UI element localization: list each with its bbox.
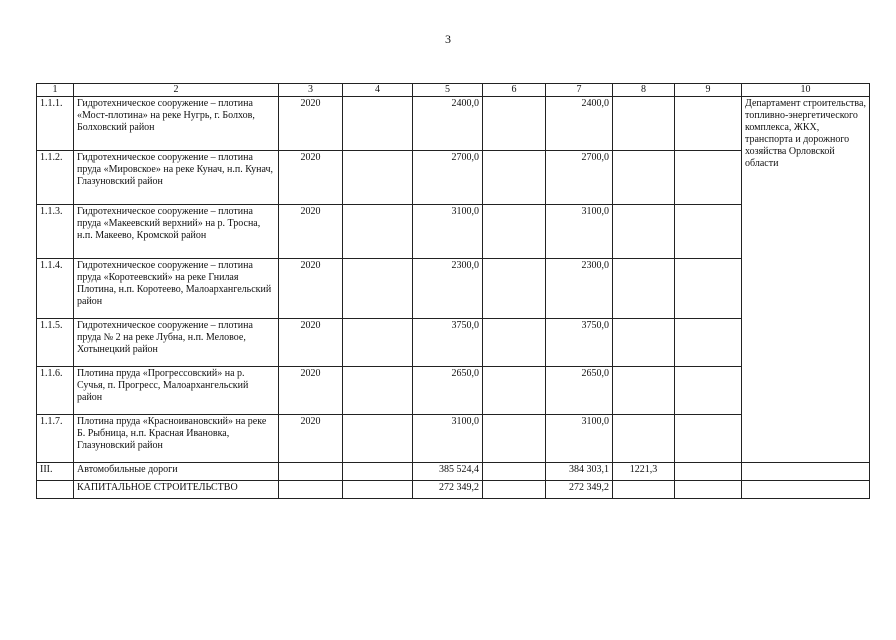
cell-col9 bbox=[675, 259, 742, 319]
row-number: 1.1.7. bbox=[37, 415, 74, 463]
year-cell: 2020 bbox=[279, 151, 343, 205]
amount-col8: 1221,3 bbox=[613, 463, 675, 481]
cell-col4 bbox=[343, 151, 413, 205]
object-name: Плотина пруда «Прогрессовский» на р. Сучья, п. Прогресс, Малоархангельский район bbox=[74, 367, 279, 415]
cell-col6 bbox=[483, 463, 546, 481]
cell-col4 bbox=[343, 319, 413, 367]
cell-col4 bbox=[343, 463, 413, 481]
amount-col7: 2400,0 bbox=[546, 97, 613, 151]
amount-col5: 385 524,4 bbox=[413, 463, 483, 481]
year-cell: 2020 bbox=[279, 415, 343, 463]
year-cell: 2020 bbox=[279, 205, 343, 259]
row-number bbox=[37, 481, 74, 499]
cell-col9 bbox=[675, 367, 742, 415]
column-header: 3 bbox=[279, 84, 343, 97]
row-number: III. bbox=[37, 463, 74, 481]
cell-col3 bbox=[279, 481, 343, 499]
cell-col8 bbox=[613, 481, 675, 499]
object-name: Плотина пруда «Красноивановский» на реке Б. Рыбница, н.п. Красная Ивановка, Глазуновский район bbox=[74, 415, 279, 463]
row-number: 1.1.2. bbox=[37, 151, 74, 205]
cell-col6 bbox=[483, 205, 546, 259]
section-row-capital bbox=[37, 481, 870, 499]
budget-table bbox=[36, 83, 870, 499]
object-name: Гидротехническое сооружение – плотина пруда «Коротеевский» на реке Гнилая Плотина, н.п. Коротеево, Малоархангельский район bbox=[74, 259, 279, 319]
amount-col7: 2700,0 bbox=[546, 151, 613, 205]
section-name: КАПИТАЛЬНОЕ СТРОИТЕЛЬСТВО bbox=[74, 481, 279, 499]
column-header: 2 bbox=[74, 84, 279, 97]
cell-col9 bbox=[675, 319, 742, 367]
amount-col5: 3750,0 bbox=[413, 319, 483, 367]
amount-col5: 2400,0 bbox=[413, 97, 483, 151]
cell-col9 bbox=[675, 481, 742, 499]
cell-col9 bbox=[675, 97, 742, 151]
amount-col7: 2650,0 bbox=[546, 367, 613, 415]
year-cell: 2020 bbox=[279, 367, 343, 415]
cell-col10 bbox=[742, 481, 870, 499]
column-header: 4 bbox=[343, 84, 413, 97]
cell-col6 bbox=[483, 367, 546, 415]
year-cell: 2020 bbox=[279, 97, 343, 151]
cell-col6 bbox=[483, 415, 546, 463]
amount-col7: 384 303,1 bbox=[546, 463, 613, 481]
cell-col8 bbox=[613, 319, 675, 367]
year-cell: 2020 bbox=[279, 319, 343, 367]
cell-col3 bbox=[279, 463, 343, 481]
amount-col5: 2300,0 bbox=[413, 259, 483, 319]
column-header: 6 bbox=[483, 84, 546, 97]
section-name: Автомобильные дороги bbox=[74, 463, 279, 481]
cell-col6 bbox=[483, 481, 546, 499]
amount-col7: 2300,0 bbox=[546, 259, 613, 319]
row-number: 1.1.5. bbox=[37, 319, 74, 367]
cell-col9 bbox=[675, 415, 742, 463]
cell-col8 bbox=[613, 97, 675, 151]
cell-col8 bbox=[613, 151, 675, 205]
department-cell: Департамент строительства, топливно-энергетического комплекса, ЖКХ, транспорта и дорожного хозяйства Орловской области bbox=[742, 97, 870, 463]
amount-col7: 3100,0 bbox=[546, 415, 613, 463]
cell-col4 bbox=[343, 259, 413, 319]
cell-col4 bbox=[343, 415, 413, 463]
amount-col5: 2700,0 bbox=[413, 151, 483, 205]
column-header: 7 bbox=[546, 84, 613, 97]
amount-col5: 2650,0 bbox=[413, 367, 483, 415]
amount-col7: 3100,0 bbox=[546, 205, 613, 259]
page-number: 3 bbox=[445, 32, 451, 46]
object-name: Гидротехническое сооружение – плотина пруда «Макеевский верхний» на р. Тросна, н.п. Макеево, Кромской район bbox=[74, 205, 279, 259]
cell-col8 bbox=[613, 367, 675, 415]
row-number: 1.1.6. bbox=[37, 367, 74, 415]
cell-col9 bbox=[675, 463, 742, 481]
section-row-roads bbox=[37, 463, 870, 481]
cell-col8 bbox=[613, 259, 675, 319]
cell-col4 bbox=[343, 367, 413, 415]
cell-col6 bbox=[483, 259, 546, 319]
column-header: 8 bbox=[613, 84, 675, 97]
object-name: Гидротехническое сооружение – плотина пруда № 2 на реке Лубна, н.п. Меловое, Хотынецкий район bbox=[74, 319, 279, 367]
table-row bbox=[37, 97, 870, 151]
cell-col8 bbox=[613, 415, 675, 463]
object-name: Гидротехническое сооружение – плотина «Мост-плотина» на реке Нугрь, г. Болхов, Болховский район bbox=[74, 97, 279, 151]
cell-col8 bbox=[613, 205, 675, 259]
cell-col6 bbox=[483, 97, 546, 151]
cell-col6 bbox=[483, 151, 546, 205]
year-cell: 2020 bbox=[279, 259, 343, 319]
amount-col7: 3750,0 bbox=[546, 319, 613, 367]
column-header: 9 bbox=[675, 84, 742, 97]
row-number: 1.1.1. bbox=[37, 97, 74, 151]
cell-col4 bbox=[343, 205, 413, 259]
header-row bbox=[37, 84, 870, 97]
cell-col10 bbox=[742, 463, 870, 481]
amount-col5: 272 349,2 bbox=[413, 481, 483, 499]
cell-col9 bbox=[675, 151, 742, 205]
amount-col7: 272 349,2 bbox=[546, 481, 613, 499]
cell-col9 bbox=[675, 205, 742, 259]
cell-col4 bbox=[343, 481, 413, 499]
row-number: 1.1.4. bbox=[37, 259, 74, 319]
column-header: 1 bbox=[37, 84, 74, 97]
amount-col5: 3100,0 bbox=[413, 415, 483, 463]
column-header: 10 bbox=[742, 84, 870, 97]
cell-col4 bbox=[343, 97, 413, 151]
row-number: 1.1.3. bbox=[37, 205, 74, 259]
cell-col6 bbox=[483, 319, 546, 367]
column-header: 5 bbox=[413, 84, 483, 97]
object-name: Гидротехническое сооружение – плотина пруда «Мировское» на реке Кунач, н.п. Кунач, Глазуновский район bbox=[74, 151, 279, 205]
amount-col5: 3100,0 bbox=[413, 205, 483, 259]
